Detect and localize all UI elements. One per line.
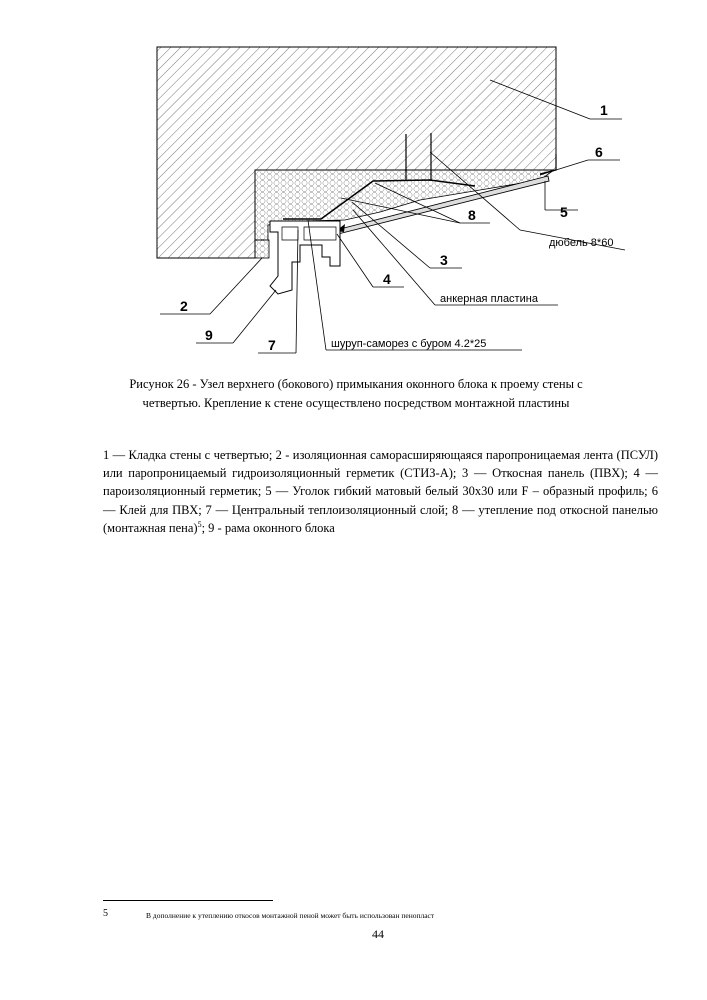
page-number: 44 <box>372 927 384 941</box>
callout-6: 6 <box>595 144 603 160</box>
footnote-rule <box>103 900 273 901</box>
footnote-reference: 5 <box>197 519 202 529</box>
footnote-text: В дополнение к утеплению откосов монтажной пеной может быть использован пенопласт <box>146 911 435 920</box>
screw-label: шуруп-саморез с буром 4.2*25 <box>331 338 487 350</box>
footnote-number: 5 <box>103 908 108 919</box>
callout-4: 4 <box>383 271 391 287</box>
dowel-label: дюбель 8*60 <box>549 237 614 249</box>
callout-7: 7 <box>268 337 276 353</box>
callout-5: 5 <box>560 204 568 220</box>
figure-caption: Рисунок 26 - Узел верхнего (бокового) примыкания оконного блока к проему стены с четвертью. Крепление к стене осуществлено посредством монтажной пластины <box>129 377 583 410</box>
callout-9: 9 <box>205 327 213 343</box>
legend-tail: ; 9 - рама оконного блока <box>201 520 335 535</box>
callout-1: 1 <box>600 102 608 118</box>
callout-2: 2 <box>180 298 188 314</box>
psul-tape <box>255 240 269 258</box>
callout-8: 8 <box>468 207 476 223</box>
anchor-plate-label: анкерная пластина <box>440 293 538 305</box>
callout-3: 3 <box>440 252 448 268</box>
technical-drawing <box>0 0 707 360</box>
legend-text: 1 — Кладка стены с четвертью; 2 - изоляционная саморасширяющаяся паропроницаемая лента (ПСУЛ) или паропроницаемый гидроизоляционный герметик (СТИЗ-А); 3 — Откосная панель (ПВХ); 4 — пароизоляционный герметик; 5 — Уголок гибкий матовый белый 30х30 или F – образный профиль; 6 — Клей для ПВХ; 7 — Центральный теплоизоляционный слой; 8 — утепление под откосной панелью (монтажная пена) <box>103 448 658 535</box>
legend-paragraph <box>103 446 658 537</box>
window-frame <box>270 221 340 294</box>
